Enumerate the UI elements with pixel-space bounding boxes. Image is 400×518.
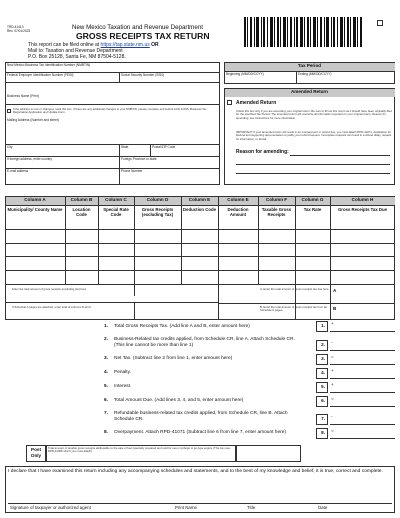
form-revision: Rev. 07/01/2023 <box>7 29 31 33</box>
schedule-a-note: If Schedule A pages are attached, enter total of columns D and I. <box>12 305 92 309</box>
schedule-a-total-field[interactable] <box>134 302 218 320</box>
declaration-statement: I declare that I have examined this return including any accompanying schedules and statements, and to the best of my knowledge and belief, it is true, correct and complete. <box>8 469 383 474</box>
total-gross-receipts-field[interactable] <box>134 284 218 296</box>
amended-return-checkbox-label: Amended Return <box>236 99 277 106</box>
business-name-label: Business Name (Print) <box>7 94 39 98</box>
tax-period-header: Tax Period <box>297 63 322 68</box>
tax-period-beginning-label: Beginning (MM/DD/CCYY) <box>226 71 264 76</box>
amended-return-header: Amended Return <box>290 89 328 94</box>
column-e-name: Deduction Code <box>183 207 216 212</box>
column-e-letter: Column E <box>188 197 211 202</box>
column-h-letter: Column H <box>351 197 374 202</box>
line-3-number-box: 3. <box>316 354 328 365</box>
city-label: City <box>7 144 13 149</box>
column-h-name: Gross Receipts Tax Due <box>337 207 388 212</box>
line-4-number-box: 4. <box>316 368 328 379</box>
mail-to-line-2: P.O. Box 25128, Santa Fe, NM 87504-5128. <box>28 54 126 60</box>
column-g-letter: Column G <box>301 197 324 202</box>
line-b-note: B. Enter the total amount of gross receipts tax from all Schedule A pages. <box>260 305 327 313</box>
department-name: New Mexico Taxation and Revenue Department <box>72 24 203 31</box>
signature-line[interactable] <box>8 503 392 504</box>
reason-line-3[interactable] <box>236 173 390 174</box>
nmbtin-label: New Mexico Business Tax Identification Number (NMBTIN) <box>7 62 91 67</box>
column-e2-letter: Column E <box>227 197 249 202</box>
line-2-number: 2. <box>104 337 109 342</box>
column-c-name: Special Rate Code <box>103 207 129 217</box>
mail-to-line-1: Mail to: Taxation and Revenue Department <box>28 48 123 54</box>
line-6-text: Total Amount Due. (Add lines 3, 4, and 5, enter amount here) <box>114 398 244 403</box>
mailing-address-label: Mailing Address (Number and street) <box>7 117 59 122</box>
column-a-name: Municipality/ County Name <box>7 207 63 212</box>
state-label: State <box>121 144 129 149</box>
line-6-number: 6. <box>104 398 109 403</box>
foreign-province-label: Foreign Province or state <box>121 156 157 161</box>
email-label: E-mail address <box>7 168 29 173</box>
line-8-amount[interactable]: = <box>330 428 395 439</box>
line-5-amount[interactable]: + <box>330 382 395 393</box>
line-7-amount[interactable]: - <box>330 414 395 425</box>
line-5-number: 5. <box>104 384 109 389</box>
column-d-letter: Column D <box>146 197 169 202</box>
line-4-amount[interactable]: + <box>330 368 395 379</box>
reason-for-amending-label: Reason for amending: <box>236 149 289 155</box>
line-1-text: Total Gross Receipts Tax. (Add line A and B, enter amount here) <box>114 324 250 329</box>
line-5-number-box: 5. <box>316 382 328 393</box>
reason-line-2[interactable] <box>236 164 390 165</box>
line-2-text: Business-Related tax credits applied, from Schedule CR, line A. Attach Schedule CR. (This line cannot be more than line 1) <box>114 337 295 348</box>
line-b-marker: B <box>333 306 337 311</box>
amended-return-checkbox[interactable] <box>227 100 232 105</box>
address-changed-checkbox[interactable] <box>7 109 11 113</box>
post-only-label-1: Post <box>31 447 41 452</box>
file-online-prefix: This report can be filed online at <box>28 42 101 48</box>
corner-checkbox[interactable] <box>377 20 383 26</box>
column-f-letter: Column F <box>265 197 288 202</box>
line-a-marker: A <box>333 288 337 293</box>
title-label: Title <box>247 505 256 510</box>
total-gross-receipts-note: Enter the total amount of gross receipts (excluding tax) here. <box>12 287 87 291</box>
column-b-letter: Column B <box>70 197 93 202</box>
print-name-label: Print Name <box>175 505 197 510</box>
column-c-letter: Column C <box>105 197 127 202</box>
date-label: Date <box>318 505 328 510</box>
column-g-name: Tax Rate <box>303 207 322 212</box>
tap-link[interactable]: https://tap.state.nm.us <box>100 42 150 48</box>
line-3-text: Net Tax. (Subtract line 2 from line 1, enter amount here) <box>114 356 233 361</box>
line-4-text: Penalty. <box>114 370 131 375</box>
line-1-amount[interactable]: + <box>330 321 395 332</box>
post-only-label-2: Only <box>30 453 42 458</box>
line-1-number-box: 1. <box>316 321 328 332</box>
line-8-text: Overpayment. Attach RPD-41071 (Subtract line 6 from line 7, enter amount here) <box>114 430 286 435</box>
post-only-note: Total amount of taxable gross receipts attributable to the sale of fuel (specially prepared and sold for use in turbojet or jet-type engine (This box use: RPD-41306 which you must attach) <box>48 446 231 454</box>
line-1-number: 1. <box>104 324 109 329</box>
line-4-number: 4. <box>104 370 109 375</box>
column-d-name: Gross Receipts (excluding Tax) <box>141 207 174 217</box>
column-e2-name: Deduction Amount <box>227 207 249 217</box>
taxpayer-info-block <box>5 62 220 185</box>
line-3-number: 3. <box>104 356 109 361</box>
line-8-number: 8. <box>104 430 109 435</box>
zip-label: Postal/ZIP Code <box>152 144 176 149</box>
line-8-number-box: 8. <box>316 428 328 439</box>
column-b-name: Location Code <box>72 207 91 217</box>
phone-label: Phone Number <box>121 168 143 173</box>
line-2-number-box: 2. <box>316 340 328 351</box>
ssn-label: Social Security Number (SSN) <box>121 72 164 77</box>
line-7-number: 7. <box>104 411 109 416</box>
address-changed-note: If the address is new or changed, mark this box. If there are any additional changes to your NMBTIN, please complete and submit ACD-31015, Business Tax Registration Application and Update Form. <box>13 107 207 115</box>
form-title: GROSS RECEIPTS TAX RETURN <box>76 31 210 41</box>
line-6-number-box: 6. <box>316 396 328 407</box>
line-3-amount[interactable]: = <box>330 354 395 365</box>
line-5-text: Interest. <box>114 384 132 389</box>
post-only-amount-field[interactable] <box>236 445 301 462</box>
column-f-name: Taxable Gross Receipts <box>261 207 292 217</box>
line-7-text: Refundable business-related tax credits applied, from Schedule CR, line B. Attach Schedule CR. <box>114 411 288 422</box>
line-a-note: A. Enter the total amount of gross receipts tax due here. <box>260 287 330 291</box>
column-a-letter: Column A <box>24 197 46 202</box>
amended-important-note: IMPORTANT: If your amended return will result in an overpayment or refund due, you must attach RPD-41071, Application for Refund and supporting documentation to justify your refund request. Incomplete requests can result in a refund delay, request for information, or denial. <box>236 130 392 141</box>
foreign-country-label: If foreign address, enter country <box>7 156 53 161</box>
line-7-number-box: 7. <box>316 414 328 425</box>
tax-period-ending-label: Ending (MM/DD/CCYY) <box>298 71 332 76</box>
line-6-amount[interactable]: = <box>330 396 395 407</box>
reason-line-1[interactable] <box>290 155 390 156</box>
amended-instructions: Check this box only if you are amending your original return. Be sure to fill out this return as it should have been originally filed for the specified Tax Period. The amended return will overwrite all information reported on your original return. Reason for amending, see instructions for more information. <box>236 109 392 120</box>
signature-label: Signature of taxpayer or authorized agent <box>10 505 91 510</box>
barcode <box>244 17 362 47</box>
form-code: TRD-41413 <box>7 25 24 29</box>
file-online-suffix: OR <box>149 42 159 48</box>
line-2-amount[interactable]: - <box>330 340 395 351</box>
fein-label: Federal Employer Identification Number (FEIN) <box>7 72 74 77</box>
